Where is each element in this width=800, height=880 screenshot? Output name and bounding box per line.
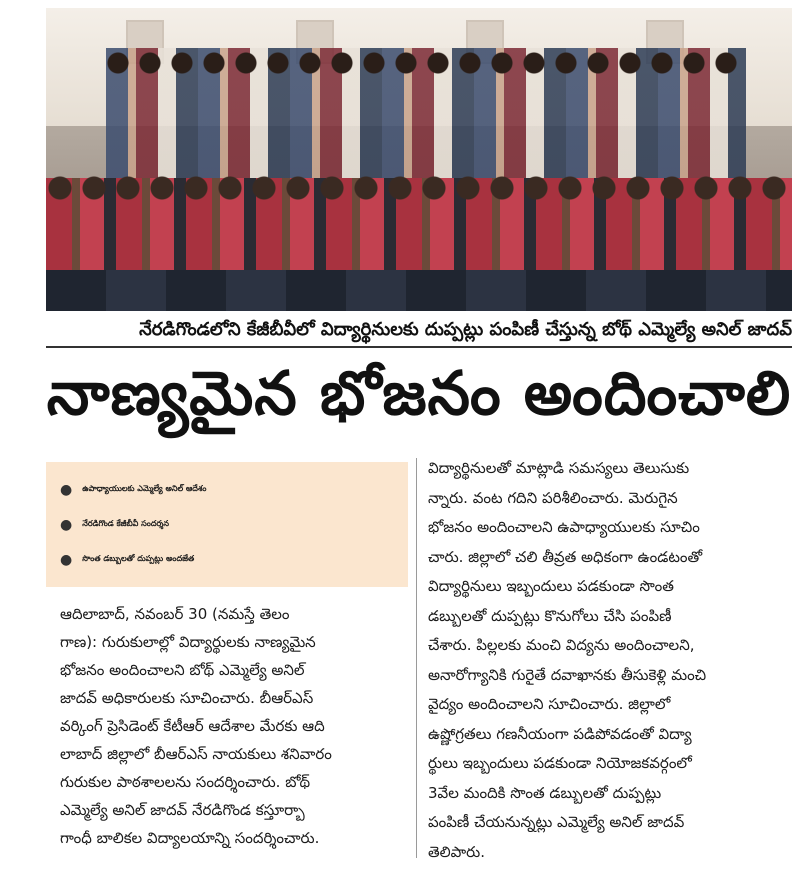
- text-line: చేశారు. పిల్లలకు మంచి విద్యను అందించాలని,: [428, 636, 695, 654]
- text-line: ర్థులు ఇబ్బందులు పడకుండా నియోజకవర్గంలో: [428, 754, 692, 772]
- highlight-item: ● ఉపాధ్యాయులకు ఎమ్మెల్యే అనిల్ ఆదేశం: [60, 481, 207, 498]
- highlight-item: ● నేరడిగొండ కేజీబీవీ సందర్శన: [60, 516, 169, 533]
- bullet-icon: ●: [60, 516, 73, 533]
- text-line: గాంధీ బాలికల విద్యాలయాన్ని సందర్శించారు.: [60, 829, 320, 847]
- headline: నాణ్యమైన భోజనం అందించాలి: [46, 359, 792, 429]
- standing-heads: [106, 48, 746, 78]
- blanket-bundles: [46, 270, 792, 311]
- text-line: న్నారు. వంట గదిని పరిశీలించారు. మెరుగైన: [428, 488, 678, 507]
- text-line: ఆదిలాబాద్, నవంబర్ 30 (నమస్తే తెలం: [60, 605, 290, 623]
- text-line: వైద్యం అందించాలని సూచించారు. జిల్లాలో: [428, 695, 671, 713]
- body-column-left: [60, 600, 410, 852]
- text-line: పంపిణీ చేయనున్నట్లు ఎమ్మెల్యే అనిల్ జాదవ్: [428, 813, 685, 831]
- text-line: గాణ): గురుకులాల్లో విద్యార్థులకు నాణ్యమైన: [60, 633, 316, 651]
- text-line: చారు. జిల్లాలో చలి తీవ్రత అధికంగా ఉండటంతో: [428, 547, 703, 566]
- text-line: వర్కింగ్ ప్రెసిడెంట్ కేటీఆర్ ఆదేశాల మేరకు ఆది: [60, 717, 325, 735]
- text-line: లాబాద్ జిల్లాలో బీఆర్ఎస్ నాయకులు శనివారం: [60, 745, 332, 763]
- bullet-icon: ●: [60, 481, 73, 498]
- body-column-right: [428, 454, 790, 867]
- text-line: తెలిపారు.: [428, 842, 485, 861]
- highlight-item: ● సొంత డబ్బులతో దుప్పట్లు అందజేత: [60, 551, 195, 568]
- text-line: అనారోగ్యానికి గురైతే దవాఖానకు తీసుకెళ్లి మంచి: [428, 665, 707, 684]
- text-line: ఉష్ణోగ్రతలు గణనీయంగా పడిపోవడంతో విద్యా: [428, 724, 692, 743]
- news-photo: [46, 8, 792, 311]
- column-divider: [416, 458, 417, 858]
- text-line: విద్యార్థినులతో మాట్లాడి సమస్యలు తెలుసుకు: [428, 459, 690, 477]
- text-line: ఎమ్మెల్యే అనిల్ జాదవ్ నేరడిగొండ కస్తూర్బా: [60, 801, 305, 819]
- photo-caption: నేరడిగొండలోని కేజీబీవీలో విద్యార్థినులకు దుప్పట్లు పంపిణీ చేస్తున్న బోథ్ ఎమ్మెల్యే అనిల్ జాదవ్: [139, 319, 792, 340]
- text-line: జాదవ్ అధికారులకు సూచించారు. బీఆర్ఎస్: [60, 689, 314, 707]
- text-line: డబ్బులతో దుప్పట్లు కొనుగోలు చేసి పంపిణీ: [428, 606, 672, 625]
- highlights-box: [46, 462, 408, 587]
- caption-rule: [46, 346, 792, 348]
- text-line: విద్యార్థినులు ఇబ్బందులు పడకుండా సొంత: [428, 577, 674, 595]
- text-line: భోజనం అందించాలని ఉపాధ్యాయులకు సూచిం: [428, 518, 700, 536]
- bullet-icon: ●: [60, 551, 73, 568]
- text-line: గురుకుల పాఠశాలలను సందర్శించారు. బోథ్: [60, 773, 311, 791]
- text-line: 3వేల మందికి సొంత డబ్బులతో దుప్పట్లు: [428, 783, 662, 802]
- text-line: భోజనం అందించాలని బోథ్ ఎమ్మెల్యే అనిల్: [60, 661, 305, 679]
- students-heads: [46, 168, 792, 208]
